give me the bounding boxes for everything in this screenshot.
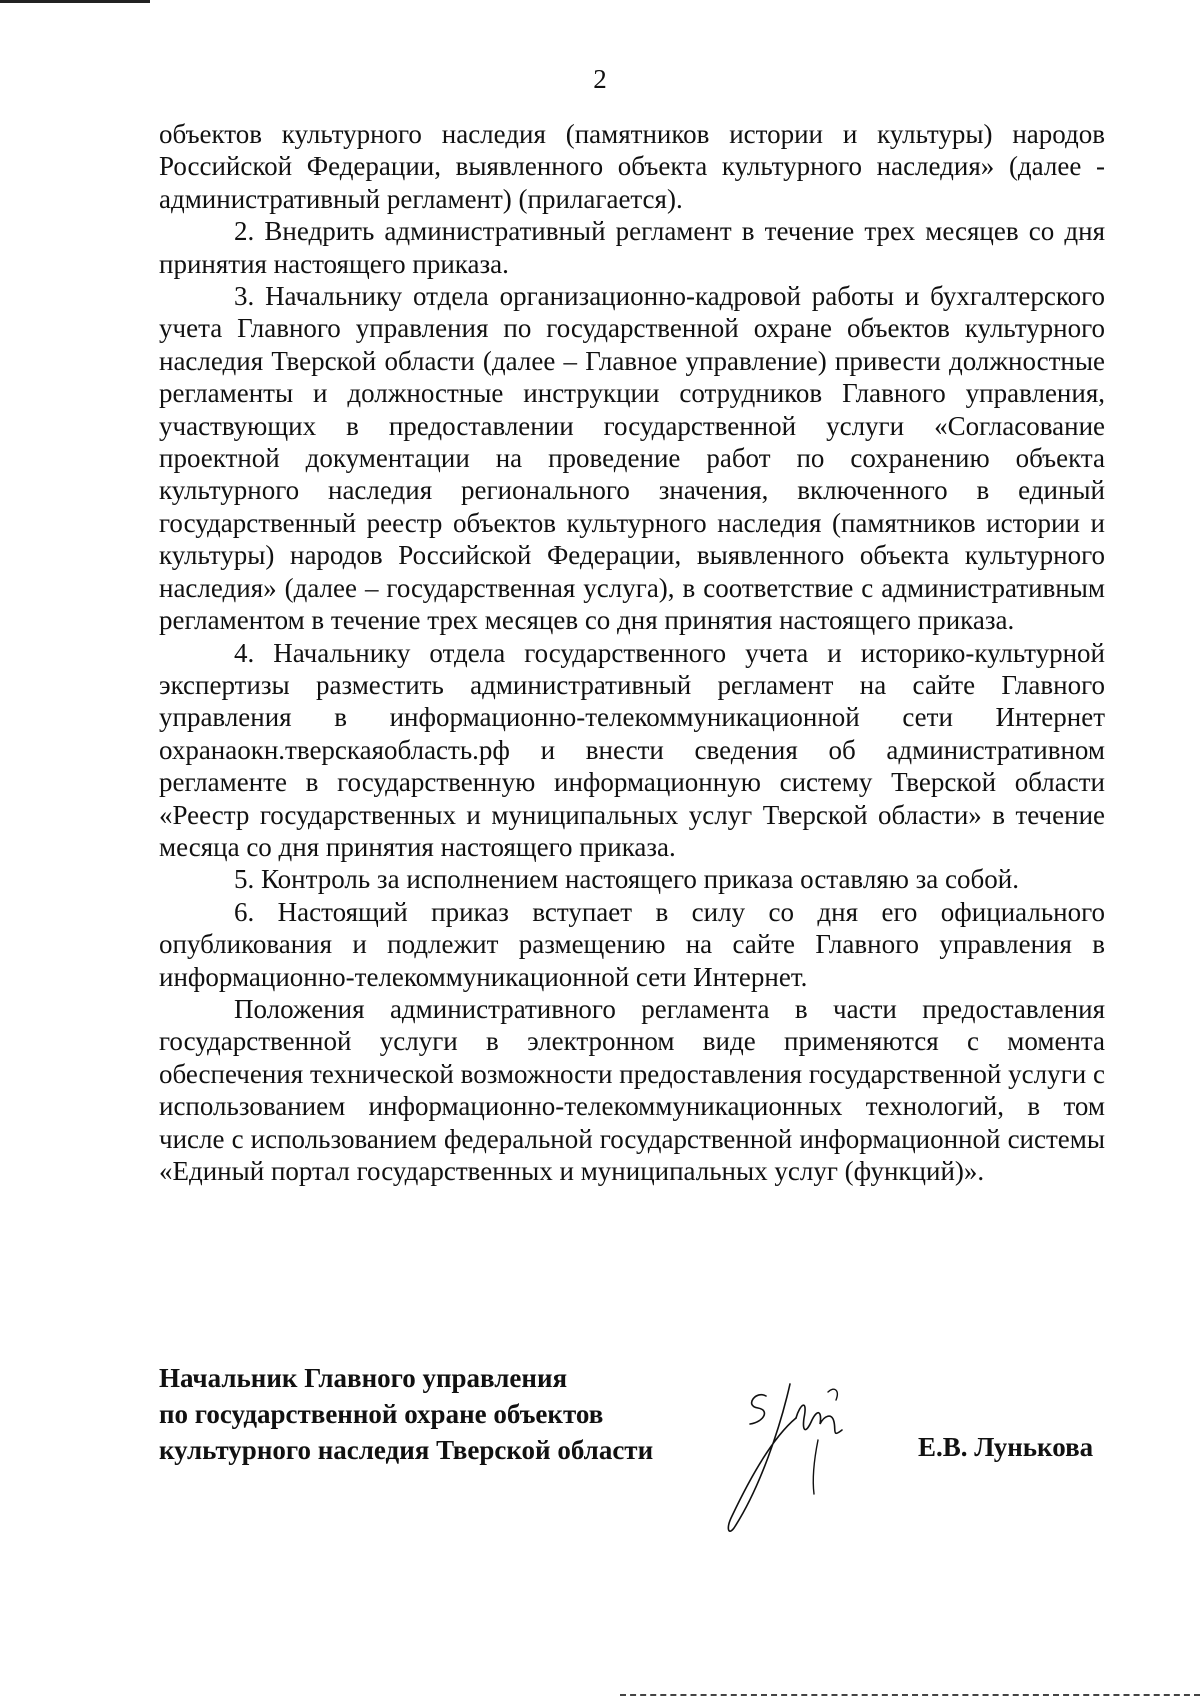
signatory-title-line: культурного наследия Тверской области [159,1435,654,1465]
handwritten-signature [720,1378,900,1538]
scan-edge-mark-top [0,0,150,7]
signatory-title-line: Начальник Главного управления [159,1363,568,1393]
signer-name: Е.В. Лунькова [918,1432,1094,1462]
document-body [159,118,1105,1187]
scan-edge-mark-bottom [620,1694,1200,1700]
paragraph-item-5: 5. Контроль за исполнением настоящего приказа оставляю за собой. [234,864,1019,895]
paragraph-item-4: 4. Начальнику отдела государственного учета и историко-культурной экспертизы разместить административный регламент на сайте Главного управления в информационно-телекоммуникационной сети Интернет охранаокн.тверскаяобласть.рф и внести сведения об административном регламенте в государственную информационную систему Тверской области «Реестр государственных и муниципальных услуг Тверской области» в течение месяца со дня принятия настоящего приказа. [159,637,1105,862]
paragraph-item-2: 2. Внедрить административный регламент в течение трех месяцев со дня принятия настоящего приказа. [159,216,1105,279]
paragraph-item-3: 3. Начальнику отдела организационно-кадровой работы и бухгалтерского учета Главного управления по государственной охране объектов культурного наследия Тверской области (далее – Главное управление) привести должностные регламенты и должностные инструкции сотрудников Главного управления, участвующих в предоставлении государственной услуги «Согласование проектной документации на проведение работ по сохранению объекта культурного наследия регионального значения, включенного в единый государственный реестр объектов культурного наследия (памятников истории и культуры) народов Российской Федерации, выявленного объекта культурного наследия» (далее – государственная услуга), в соответствие с административным регламентом в течение трех месяцев со дня принятия настоящего приказа. [159,281,1105,636]
paragraph-continuation: объектов культурного наследия (памятников истории и культуры) народов Российской Федерации, выявленного объекта культурного наследия» (далее - административный регламент) (прилагается). [159,119,1105,214]
signatory-title-line: по государственной охране объектов [159,1399,604,1429]
signatory-title [159,1360,653,1468]
paragraph-provisions: Положения административного регламента в части предоставления государственной услуги в электронном виде применяются с момента обеспечения технической возможности предоставления государственной услуги с использованием информационно-телекоммуникационных технологий, в том числе с использованием федеральной государственной информационной системы «Единый портал государственных и муниципальных услуг (функций)». [159,993,1105,1186]
page-number: 2 [593,64,607,94]
paragraph-item-6: 6. Настоящий приказ вступает в силу со дня его официального опубликования и подлежит размещению на сайте Главного управления в информационно-телекоммуникационной сети Интернет. [159,896,1105,992]
